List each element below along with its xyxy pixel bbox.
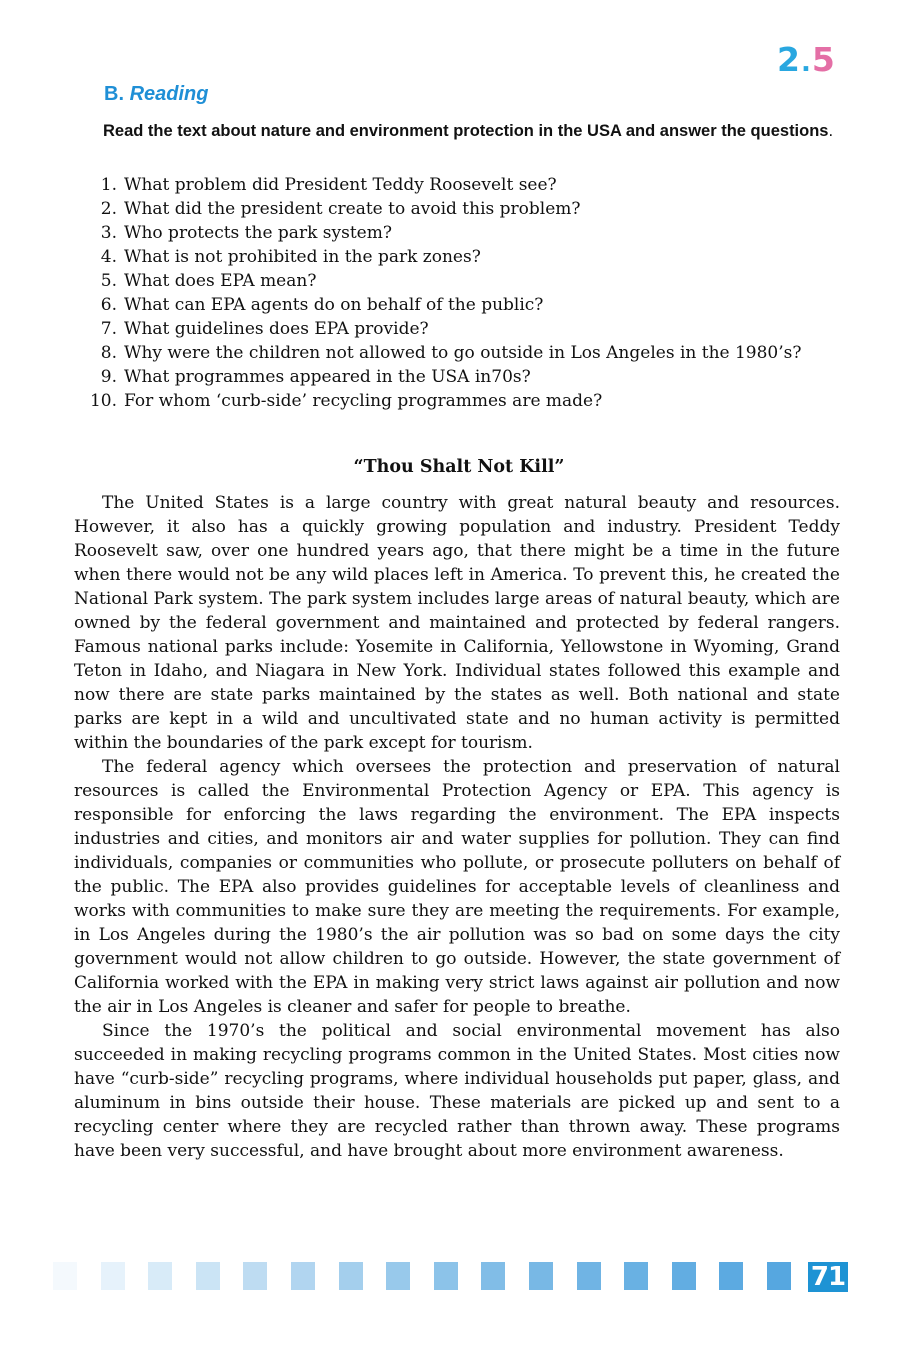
question-item: 10. For whom ‘curb-side’ recycling programmes are made? xyxy=(89,391,603,411)
question-item: 3. Who protects the park system? xyxy=(100,223,392,243)
footer-decoration xyxy=(0,1262,918,1292)
footer-square xyxy=(148,1262,172,1290)
question-item: 4. What is not prohibited in the park zones? xyxy=(100,247,481,267)
footer-square xyxy=(291,1262,315,1290)
question-item: 9. What programmes appeared in the USA in70s? xyxy=(100,367,531,387)
question-item: 5. What does EPA mean? xyxy=(100,271,317,291)
footer-square xyxy=(339,1262,363,1290)
page-number: 71 xyxy=(808,1262,848,1292)
footer-square xyxy=(529,1262,553,1290)
question-item: 7. What guidelines does EPA provide? xyxy=(100,319,429,339)
article-paragraph: The federal agency which oversees the protection and preservation of natural resources is called the Environmental Protection Agency or EPA. This agency is responsible for enforcing the laws regarding the environment. The EPA inspects industries and cities, and monitors air and water supplies for pollution. They can find individuals, companies or communities who pollute, or prosecute polluters on behalf of the public. The EPA also provides guidelines for acceptable levels of cleanliness and works with communities to make sure they are meeting the requirements. For example, in Los Angeles during the 1980’s the air pollution was so bad on some days the city government would not allow children to go outside. However, the state government of California worked with the EPA in making very strict laws against air pollution and now the air in Los Angeles is cleaner and safer for people to breathe. xyxy=(74,757,840,1017)
footer-square xyxy=(719,1262,743,1290)
question-item: 6. What can EPA agents do on behalf of the public? xyxy=(100,295,544,315)
section-heading xyxy=(104,81,208,107)
footer-square xyxy=(481,1262,505,1290)
footer-square xyxy=(767,1262,791,1290)
footer-square xyxy=(577,1262,601,1290)
article-title: “Thou Shalt Not Kill” xyxy=(353,457,565,477)
question-item: 2. What did the president create to avoid this problem? xyxy=(100,199,581,219)
footer-square xyxy=(624,1262,648,1290)
article-paragraph: Since the 1970’s the political and social environmental movement has also succeeded in making recycling programs common in the United States. Most cities now have “curb-side” recycling programs, where individual households put paper, glass, and aluminum in bins outside their house. These materials are picked up and sent to a recycling center where they are recycled rather than thrown away. These programs have been very successful, and have brought about more environment awareness. xyxy=(74,1021,840,1161)
footer-square xyxy=(101,1262,125,1290)
article-paragraph: The United States is a large country with great natural beauty and resources. However, it also has a quickly growing population and industry. President Teddy Roosevelt saw, over one hundred years ago, that there might be a time in the future when there would not be any wild places left in America. To prevent this, he created the National Park system. The park system includes large areas of natural beauty, which are owned by the federal government and maintained and protected by federal rangers. Famous national parks include: Yosemite in California, Yellowstone in Wyoming, Grand Teton in Idaho, and Niagara in New York. Individual states followed this example and now there are state parks maintained by the states as well. Both national and state parks are kept in a wild and uncultivated state and no human activity is permitted within the boundaries of the park except for tourism. xyxy=(74,493,840,753)
footer-square xyxy=(53,1262,77,1290)
section-title: Reading xyxy=(129,83,209,105)
task-instruction: Read the text about nature and environment protection in the USA and answer the questions. xyxy=(103,122,834,140)
footer-square xyxy=(672,1262,696,1290)
footer-square xyxy=(386,1262,410,1290)
article-body xyxy=(74,491,840,1163)
footer-square xyxy=(196,1262,220,1290)
question-item: 8. Why were the children not allowed to go outside in Los Angeles in the 1980’s? xyxy=(100,343,802,363)
footer-square xyxy=(243,1262,267,1290)
question-item: 1. What problem did President Teddy Roosevelt see? xyxy=(100,175,557,195)
footer-square xyxy=(434,1262,458,1290)
question-list xyxy=(74,173,840,413)
section-letter: B. xyxy=(104,83,124,105)
unit-number: 2.5 xyxy=(777,40,836,79)
